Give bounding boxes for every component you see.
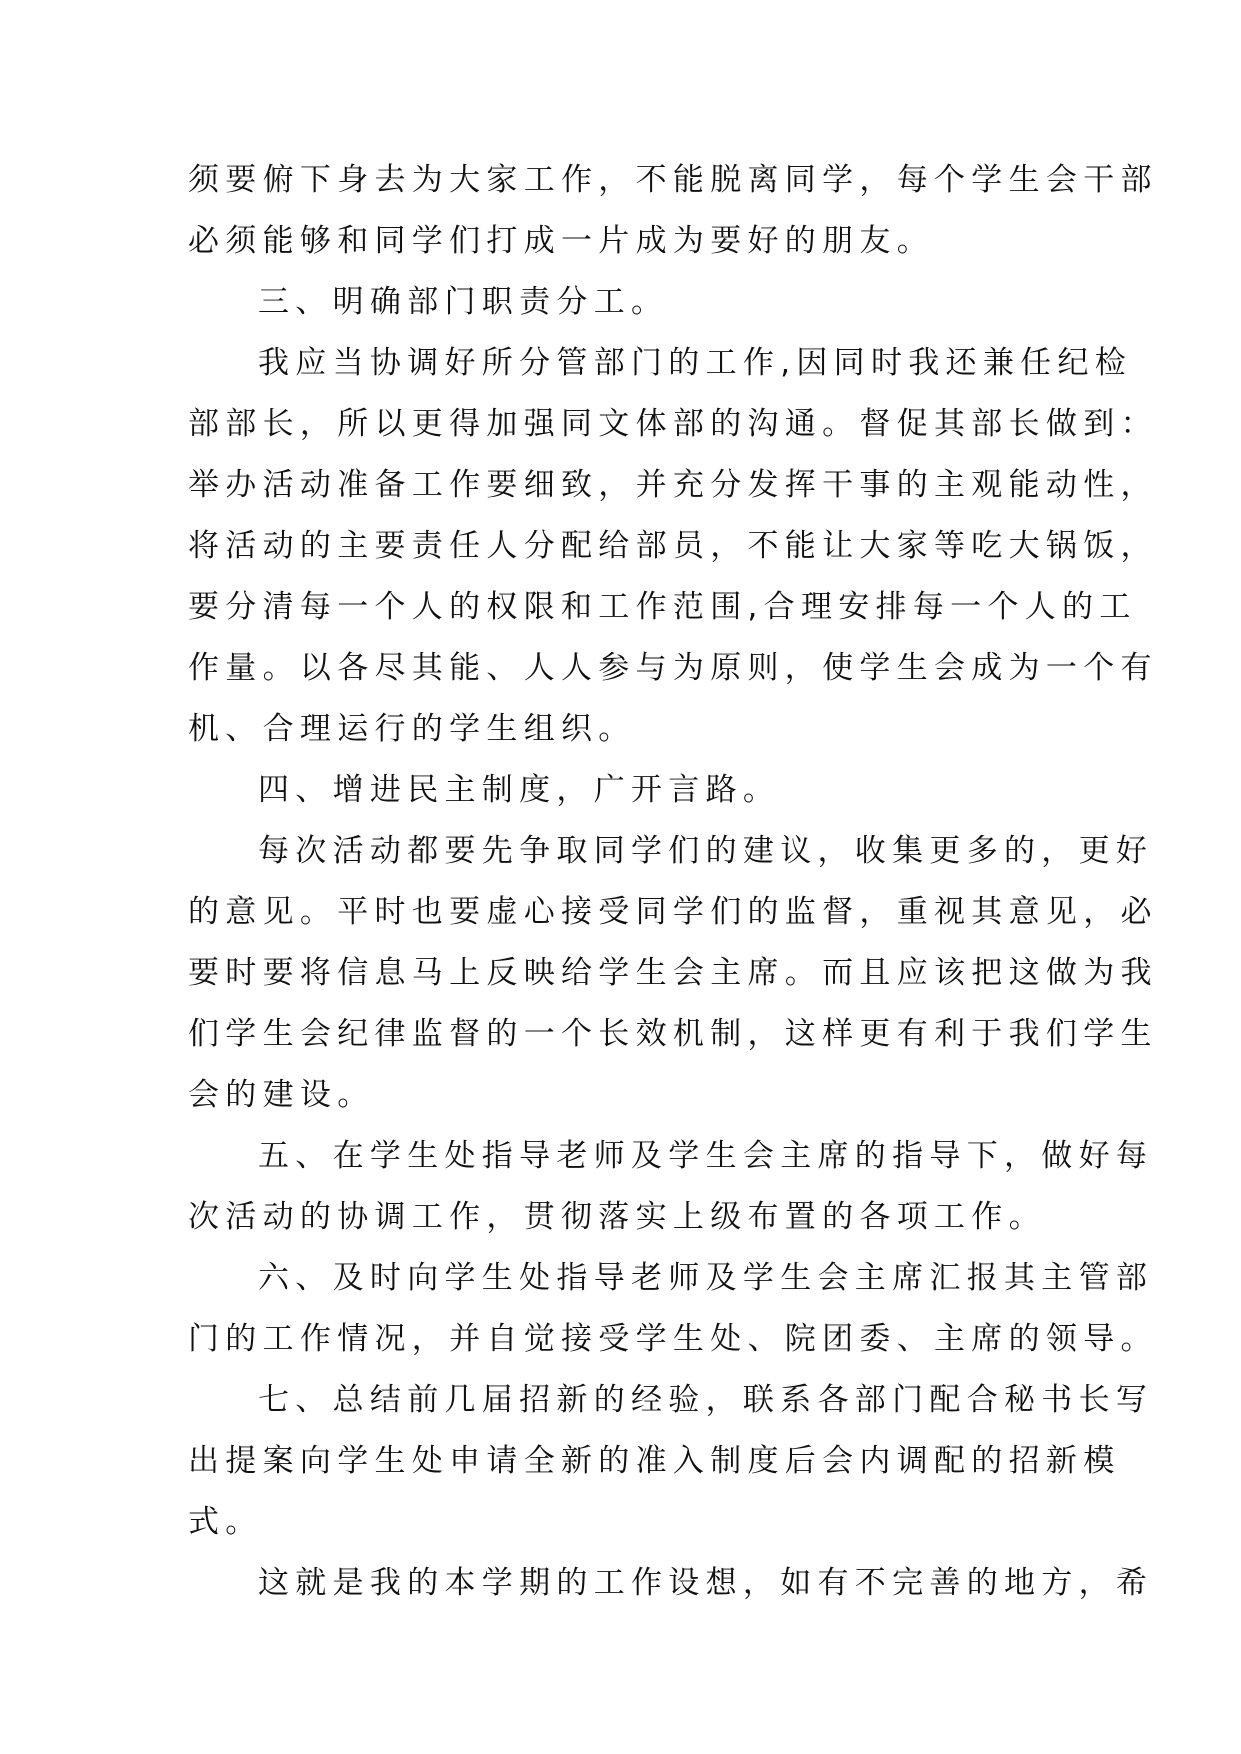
section-heading-4: 四、增进民主制度，广开言路。 [258,772,781,808]
text-line-18: 次活动的协调工作，贯彻落实上级布置的各项工作。 [188,1199,1046,1235]
text-line-20: 门的工作情况，并自觉接受学生处、院团委、主席的领导。 [188,1321,1158,1357]
text-line-22: 出提案向学生处申请全新的准入制度后会内调配的招新模 [188,1443,1121,1479]
text-line-5: 部部长，所以更得加强同文体部的沟通。督促其部长做到： [188,406,1158,442]
text-line-4: 我应当协调好所分管部门的工作,因同时我还兼任纪检 [258,345,1133,381]
text-line-7: 将活动的主要责任人分配给部员，不能让大家等吃大锅饭， [188,528,1158,564]
text-line-12: 每次活动都要先争取同学们的建议，收集更多的，更好 [258,833,1154,869]
text-line-9: 作量。以各尽其能、人人参与为原则，使学生会成为一个有 [188,650,1158,686]
document-body [188,150,1158,1614]
text-line-8: 要分清每一个人的权限和工作范围,合理安排每一个人的工 [188,589,1137,625]
text-line-6: 举办活动准备工作要细致，并充分发挥干事的主观能动性， [188,467,1158,503]
text-line-23: 式。 [188,1504,263,1540]
text-line-10: 机、合理运行的学生组织。 [188,711,636,747]
text-line-1: 须要俯下身去为大家工作，不能脱离同学，每个学生会干部 [188,162,1158,198]
section-item-6: 六、及时向学生处指导老师及学生会主席汇报其主管部 [258,1260,1154,1296]
text-line-14: 要时要将信息马上反映给学生会主席。而且应该把这做为我 [188,955,1158,991]
text-line-2: 必须能够和同学们打成一片成为要好的朋友。 [188,223,934,259]
text-line-13: 的意见。平时也要虚心接受同学们的监督，重视其意见，必 [188,894,1158,930]
section-heading-3: 三、明确部门职责分工。 [258,284,669,320]
text-line-16: 会的建设。 [188,1077,375,1113]
section-item-7: 七、总结前几届招新的经验，联系各部门配合秘书长写 [258,1382,1154,1418]
text-line-15: 们学生会纪律监督的一个长效机制，这样更有利于我们学生 [188,1016,1158,1052]
closing-line: 这就是我的本学期的工作设想，如有不完善的地方，希 [258,1565,1154,1601]
section-item-5: 五、在学生处指导老师及学生会主席的指导下，做好每 [258,1138,1154,1174]
